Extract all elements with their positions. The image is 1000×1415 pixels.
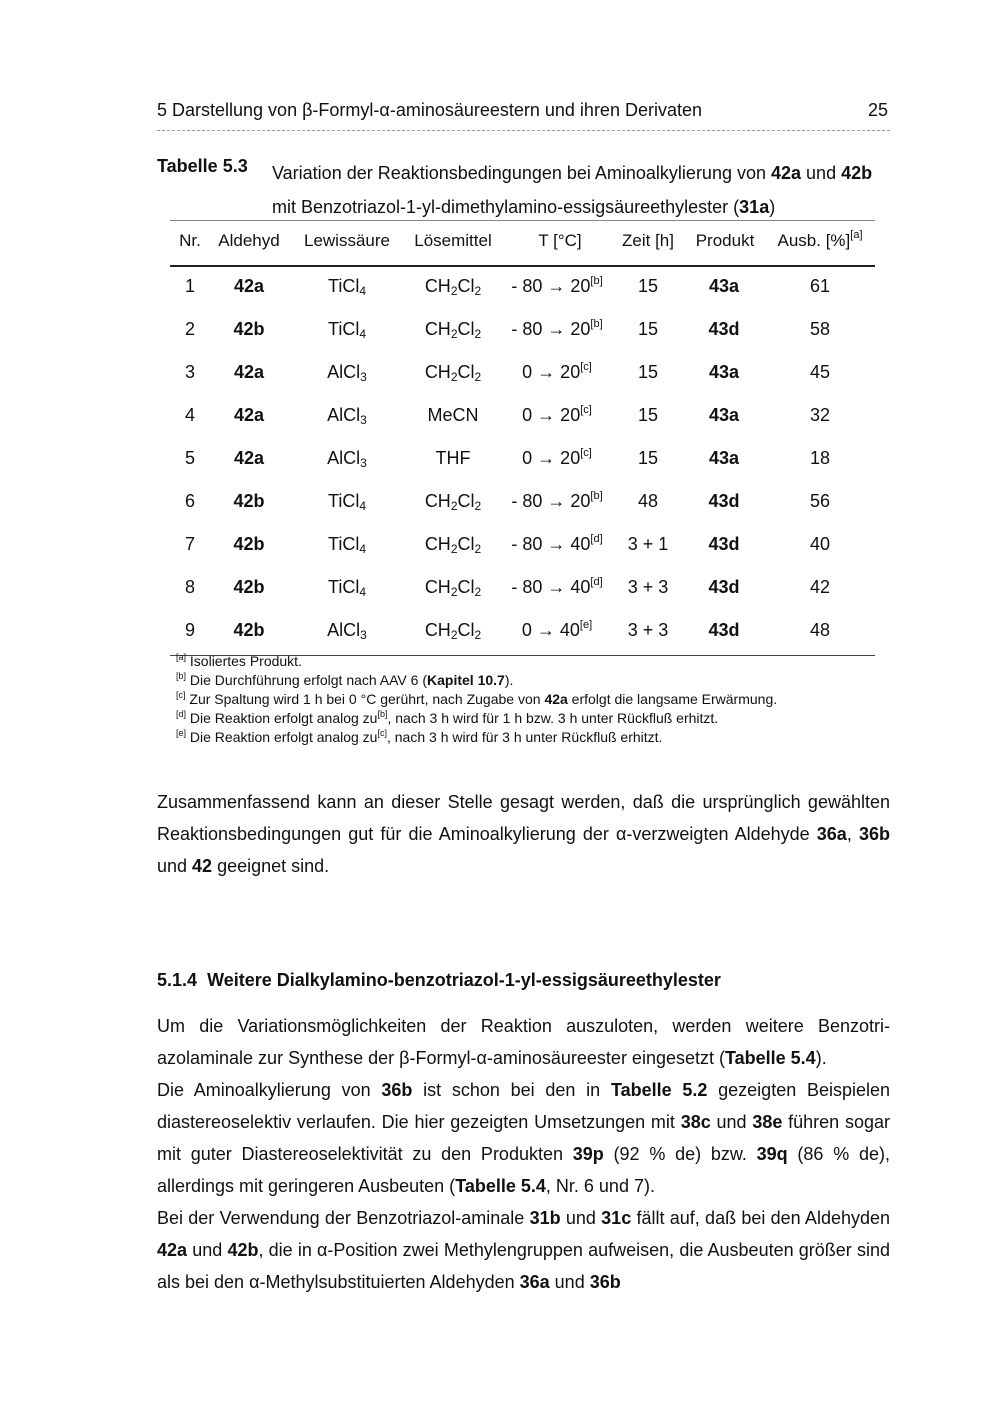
cell-product: 43a — [708, 405, 740, 425]
cell-product: 43a — [708, 448, 740, 468]
cell-temperature: 0 → 20[c] — [522, 404, 592, 425]
cell-yield: 18 — [809, 448, 831, 468]
cell-product: 43d — [708, 319, 740, 339]
cell-temperature: - 80 → 20[b] — [511, 490, 603, 511]
running-header-title: 5 Darstellung von β-Formyl-α-aminosäureestern und ihren Derivaten — [157, 100, 702, 120]
cell-nr: 5 — [184, 448, 196, 468]
cell-nr: 7 — [184, 534, 196, 554]
cell-loesemittel: $CH_2Cl_2$ — [424, 276, 482, 298]
table-top-rule — [170, 220, 875, 221]
cell-temperature: - 80 → 40[d] — [511, 576, 603, 597]
cell-lewissaeure: AlCl$_3$ — [327, 362, 367, 384]
header-divider — [157, 130, 890, 131]
cell-yield: 32 — [809, 405, 831, 425]
cell-loesemittel: $CH_2Cl_2$ — [424, 534, 482, 556]
cell-time: 15 — [637, 276, 659, 296]
table-header-rule — [170, 265, 875, 267]
cell-lewissaeure: TiCl$_4$ — [327, 534, 367, 556]
cell-time: 48 — [637, 491, 659, 511]
body-text — [157, 1010, 890, 1298]
cell-product: 43d — [708, 620, 740, 640]
cell-lewissaeure: TiCl$_4$ — [327, 319, 367, 341]
table-row — [0, 491, 1000, 515]
footnote-e: [e] Die Reaktion erfolgt analog zu[c], nach 3 h wird für 3 h unter Rückfluß erhitzt. — [176, 728, 663, 745]
cell-lewissaeure: TiCl$_4$ — [327, 491, 367, 513]
cell-temperature: - 80 → 20[b] — [511, 275, 603, 296]
col-header-nr: Nr. — [179, 231, 201, 250]
page-number: 25 — [867, 100, 888, 120]
cell-time: 15 — [637, 362, 659, 382]
cell-yield: 42 — [809, 577, 831, 597]
cell-product: 43d — [708, 577, 740, 597]
cell-product: 43d — [708, 491, 740, 511]
table-caption-text: Variation der Reaktionsbedingungen bei Aminoalkylierung von 42a und 42b mit Benzotriazol-1-yl-dimethylamino-essigsäureethylester (31a) — [272, 163, 873, 217]
cell-loesemittel: $CH_2Cl_2$ — [424, 577, 482, 599]
cell-temperature: 0 → 20[c] — [522, 361, 592, 382]
cell-nr: 4 — [184, 405, 196, 425]
paragraph-variation: Um die Variationsmöglichkeiten der Reaktion auszuloten, werden weitere Benzotri- azolaminale zur Synthese der β-Formyl-α-aminosäureester eingesetzt (Tabelle 5.4). — [157, 1016, 890, 1068]
cell-aldehyd: 42b — [233, 319, 265, 339]
cell-time: 15 — [637, 448, 659, 468]
cell-yield: 40 — [809, 534, 831, 554]
cell-product: 43a — [708, 362, 740, 382]
paragraph-diastereoselectivity: Die Aminoalkylierung von 36b ist schon bei den in Tabelle 5.2 gezeigten Beispielen diastereoselektiv verlaufen. Die hier gezeigten Umsetzungen mit 38c und 38e führen sogar mit guter Diastereoselektivität zu den Produkten 39p (92 % de) bzw. 39q (86 % de), allerdings mit geringeren Ausbeuten (Tabelle 5.4, Nr. 6 und 7). — [157, 1080, 891, 1196]
cell-temperature: 0 → 20[c] — [522, 447, 592, 468]
cell-lewissaeure: TiCl$_4$ — [327, 276, 367, 298]
cell-lewissaeure: AlCl$_3$ — [327, 448, 367, 470]
cell-yield: 58 — [809, 319, 831, 339]
cell-loesemittel: MeCN — [427, 405, 479, 425]
cell-temperature: 0 → 40[e] — [521, 619, 593, 640]
cell-nr: 2 — [184, 319, 196, 339]
table-footnotes — [176, 652, 777, 747]
table-row — [0, 620, 1000, 644]
footnote-d: [d] Die Reaktion erfolgt analog zu[b], nach 3 h wird für 1 h bzw. 3 h unter Rückfluß erhitzt. — [176, 709, 719, 726]
col-header-lewissaeure: Lewissäure — [304, 231, 390, 250]
cell-temperature: - 80 → 20[b] — [511, 318, 603, 339]
cell-loesemittel: $CH_2Cl_2$ — [424, 362, 482, 384]
col-header-aldehyd: Aldehyd — [218, 231, 280, 250]
cell-aldehyd: 42b — [233, 620, 265, 640]
footnote-c: [c] Zur Spaltung wird 1 h bei 0 °C gerührt, nach Zugabe von 42a erfolgt die langsame Erwärmung. — [176, 690, 778, 707]
cell-lewissaeure: AlCl$_3$ — [327, 405, 367, 427]
cell-time: 3 + 3 — [627, 577, 669, 597]
section-heading: 5.1.4 Weitere Dialkylamino-benzotriazol-1-yl-essigsäureethylester — [157, 970, 721, 990]
col-header-temperature: T [°C] — [538, 231, 582, 250]
paragraph-summary: Zusammenfassend kann an dieser Stelle gesagt werden, daß die ursprünglich gewählten Reaktionsbedingungen gut für die Aminoalkylierung der α-verzweigten Aldehyde 36a, 36b und 42 geeignet sind. — [157, 792, 890, 876]
cell-loesemittel: $CH_2Cl_2$ — [424, 319, 482, 341]
table-row — [0, 276, 1000, 300]
cell-yield: 56 — [809, 491, 831, 511]
cell-aldehyd: 42a — [233, 362, 265, 382]
table-row — [0, 319, 1000, 343]
cell-temperature: - 80 → 40[d] — [511, 533, 603, 554]
table-row — [0, 448, 1000, 472]
col-header-loesemittel: Lösemittel — [414, 231, 492, 250]
cell-lewissaeure: AlCl$_3$ — [327, 620, 367, 642]
cell-nr: 3 — [184, 362, 196, 382]
table-row — [0, 577, 1000, 601]
cell-time: 3 + 3 — [627, 620, 669, 640]
cell-aldehyd: 42b — [233, 491, 265, 511]
cell-nr: 9 — [184, 620, 196, 640]
cell-yield: 48 — [809, 620, 831, 640]
cell-time: 3 + 1 — [627, 534, 669, 554]
col-header-yield: Ausb. [%][a] — [777, 229, 863, 250]
col-header-product: Produkt — [695, 231, 755, 250]
footnote-a: [a] Isoliertes Produkt. — [176, 652, 302, 669]
cell-nr: 1 — [184, 276, 196, 296]
cell-nr: 6 — [184, 491, 196, 511]
cell-aldehyd: 42b — [233, 534, 265, 554]
cell-lewissaeure: TiCl$_4$ — [327, 577, 367, 599]
table-row — [0, 362, 1000, 386]
table-row — [0, 534, 1000, 558]
table-row — [0, 405, 1000, 429]
col-header-time: Zeit [h] — [622, 231, 674, 250]
cell-loesemittel: $CH_2Cl_2$ — [424, 491, 482, 513]
cell-time: 15 — [637, 405, 659, 425]
cell-nr: 8 — [184, 577, 196, 597]
cell-time: 15 — [637, 319, 659, 339]
cell-aldehyd: 42a — [233, 448, 265, 468]
footnote-b: [b] Die Durchführung erfolgt nach AAV 6 (Kapitel 10.7). — [176, 671, 514, 688]
table-caption-label: Tabelle 5.3 — [157, 156, 248, 176]
cell-yield: 45 — [809, 362, 831, 382]
cell-product: 43a — [708, 276, 740, 296]
cell-yield: 61 — [809, 276, 831, 296]
cell-aldehyd: 42b — [233, 577, 265, 597]
cell-aldehyd: 42a — [233, 405, 265, 425]
cell-aldehyd: 42a — [233, 276, 265, 296]
cell-loesemittel: THF — [435, 448, 471, 468]
paragraph-aminale: Bei der Verwendung der Benzotriazol-aminale 31b und 31c fällt auf, daß bei den Aldehyden 42a und 42b, die in α-Position zwei Methylengruppen aufweisen, die Ausbeuten größer sind als bei den α-Methylsubstituierten Aldehyden 36a und 36b — [157, 1208, 891, 1292]
cell-loesemittel: $CH_2Cl_2$ — [424, 620, 482, 642]
cell-product: 43d — [708, 534, 740, 554]
